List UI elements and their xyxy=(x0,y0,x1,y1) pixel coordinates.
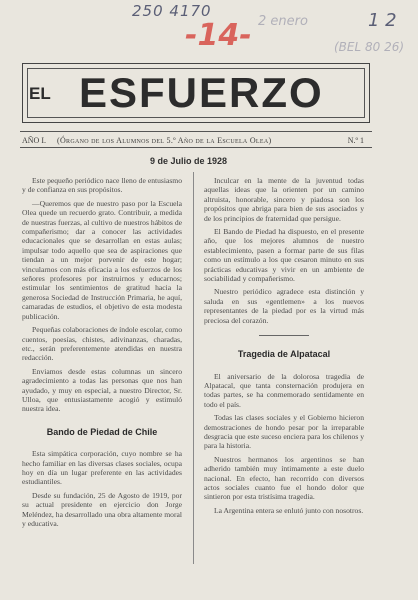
masthead-box xyxy=(22,63,370,123)
header-rule-bottom xyxy=(20,147,372,148)
paragraph: Nuestros hermanos los argentinos se han adherido también muy íntimamente a este duelo nacional. En efecto, han recorrido con diversos actos sociales cuanto fue el hondo dolor que sintieron por esta tristísima tragedia. xyxy=(204,454,364,502)
paragraph: El Bando de Piedad ha dispuesto, en el presente año, que los mejores alumnos de nuestro establecimiento, pasen a formar parte de sus filas como un estímulo a los que cesaron minuto en sus prácticas educativas y vivir en un ambiente de sociabilidad y compañerismo. xyxy=(204,227,364,284)
paragraph: Enviamos desde estas columnas un sincero agradecimiento a todas las personas que nos han ayudado, y muy en especial, a nuestro Director, Sr. Ulloa, que entusiastamente acogió y estimuló nuestra idea. xyxy=(22,366,182,414)
paragraph: —Queremos que de nuestro paso por la Escuela Olea quede un recuerdo grato. Contribuir, a medida de nuestras fuerzas, al cultivo de nuestros hábitos de compañerismo; dar a conocer las actividades educacionales que se desarrollan en estas aulas; impulsar todo aquello que sea de aspiraciones que tiendan a un mejor porvenir de este hogar; vincularnos con más eficacia a los esfuerzos de los señores profesores por instruirnos y educarnos; estimular los sentimientos de gratitud hacia la generosa Sociedad de Instrucción Primaria, he aquí, camaradas de estudios, el objetivo de esta modesta publicación. xyxy=(22,198,182,321)
issue-date: 9 de Julio de 1928 xyxy=(150,156,228,166)
column-divider xyxy=(193,172,194,564)
paragraph: Este pequeño periódico nace lleno de entusiasmo y de confianza en sus propósitos. xyxy=(22,176,182,195)
paragraph: El aniversario de la dolorosa tragedia de Alpatacal, que tanta consternación produjera en todas partes, se ha conmemorado sentidamente en todo el país. xyxy=(204,371,364,409)
header-rule-top xyxy=(20,131,372,132)
paragraph: La Argentina entera se enlutó junto con nosotros. xyxy=(214,505,364,515)
paragraph: Esta simpática corporación, cuyo nombre se ha hecho familiar en las diversas clases sociales, ocupa hoy en día un lugar preferente en las actividades estudiantiles. xyxy=(22,449,182,487)
issue-year: AÑO I. xyxy=(22,136,46,145)
right-column xyxy=(204,176,364,519)
left-column xyxy=(22,176,182,532)
paragraph: Inculcar en la mente de la juventud todas aquellas ideas que la orienten por un camino altruista, honorable, sincero y piadosa son los propósitos que abriga para bien de sus asociados y de los principios de fraternidad que persigue. xyxy=(204,176,364,223)
red-handwritten-mark: -14- xyxy=(185,18,252,53)
paragraph: Pequeñas colaboraciones de índole escolar, como cuentos, poesías, chistes, adivinanzas, charadas, etc., serán preferentemente atendidas en nuestra redacción. xyxy=(22,325,182,363)
section-heading-bando: Bando de Piedad de Chile xyxy=(46,426,158,437)
handwritten-corner-number: 1 2 xyxy=(368,10,397,31)
issue-number: N.º 1 xyxy=(347,136,364,145)
masthead-article: EL xyxy=(29,84,51,103)
faded-stamp-upper: 2 enero xyxy=(258,14,308,29)
section-separator xyxy=(259,335,309,336)
section-heading-alpatacal: Tragedia de Alpatacal xyxy=(237,349,331,360)
issue-organ: (Órgano de los Alumnos del 5.º Año de la Escuela Olea) xyxy=(57,136,272,145)
masthead-title: ESFUERZO xyxy=(79,69,324,116)
faded-stamp-lower: (BEL 80 26) xyxy=(334,40,405,54)
paragraph: Desde su fundación, 25 de Agosto de 1919, por su actual presidente en ejercicio don Jorge Meléndez, ha desarrollado una obra altamente moral y educativa. xyxy=(22,490,182,528)
paragraph: Nuestro periódico agradece esta distinción y saluda en sus «gentlemen» a los nuevos representantes de la piedad por es la virtud más preciosa del corazón. xyxy=(204,287,364,325)
paragraph: Todas las clases sociales y el Gobierno hicieron demostraciones de hondo pesar por la irreparable desgracia que este suceso enciera para los chilenos y para la historia. xyxy=(204,413,364,451)
handwritten-catalog-number: 250 4170 xyxy=(132,2,212,20)
